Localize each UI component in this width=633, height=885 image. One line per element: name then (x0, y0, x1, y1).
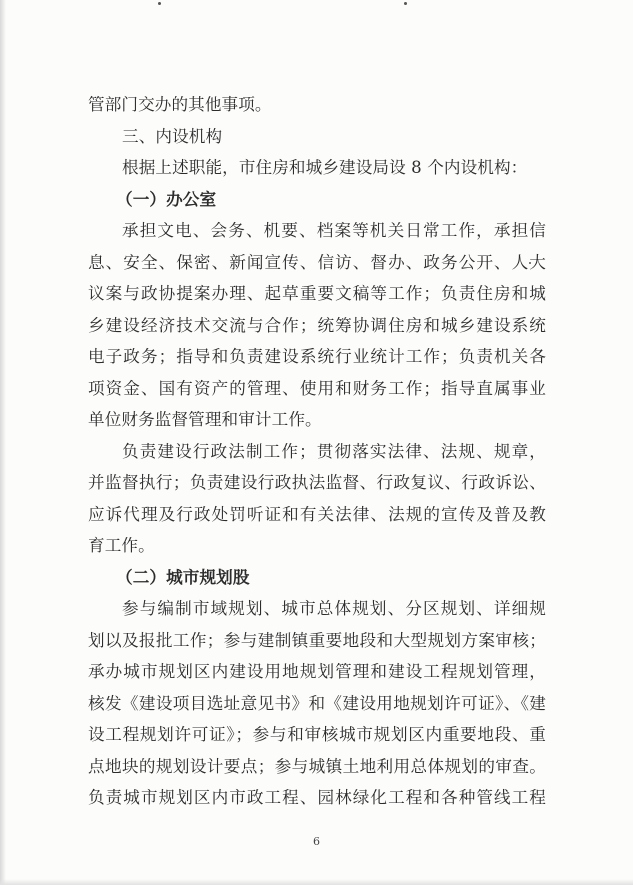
text-line: 应诉代理及行政处罚听证和有关法律、法规的宣传及普及教 (88, 504, 546, 524)
text-line: 乡建设经济技术交流与合作；统筹协调住房和城乡建设系统 (88, 315, 546, 335)
document-body (88, 89, 546, 814)
text-line: 单位财务监督管理和审计工作。 (88, 410, 322, 429)
text-line: 承办城市规划区内建设用地规划管理和建设工程规划管理， (88, 662, 546, 681)
text-line: 议案与政协提案办理、起草重要文稿等工作；负责住房和城 (88, 284, 546, 303)
text-line: 点地块的规划设计要点；参与城镇土地利用总体规划的审查。 (88, 756, 546, 776)
scan-bottom-shadow (0, 879, 633, 885)
text-line: 根据上述职能，市住房和城乡建设局设 8 个内设机构： (122, 158, 528, 177)
text-line: 负责建设行政法制工作；贯彻落实法律、法规、规章， (122, 441, 546, 461)
scan-edge-shadow (0, 0, 6, 885)
text-line: 负责城市规划区内市政工程、园林绿化工程和各种管线工程 (88, 788, 546, 807)
scan-speck (404, 2, 407, 5)
text-line: 设工程规划许可证》；参与和审核城市规划区内重要地段、重 (88, 725, 546, 744)
section-heading: 三、内设机构 (122, 126, 223, 146)
page-number: 6 (313, 835, 320, 848)
scan-speck (158, 2, 161, 5)
text-line: 承担文电、会务、机要、档案等机关日常工作，承担信 (122, 221, 546, 240)
text-line: 参与编制市域规划、城市总体规划、分区规划、详细规 (122, 599, 546, 618)
text-line: 电子政务；指导和负责建设系统行业统计工作；负责机关各 (88, 347, 546, 366)
text-line: 管部门交办的其他事项。 (88, 95, 272, 114)
subsection-heading: （二）城市规划股 (116, 566, 250, 587)
text-line: 育工作。 (88, 536, 155, 555)
text-line: 核发《建设项目选址意见书》和《建设用地规划许可证》、《建 (88, 693, 546, 713)
subsection-heading: （一）办公室 (116, 188, 217, 209)
text-line: 划以及报批工作；参与建制镇重要地段和大型规划方案审核； (88, 630, 546, 650)
text-line: 并监督执行；负责建设行政执法监督、行政复议、行政诉讼、 (88, 473, 546, 492)
text-line: 项资金、国有资产的管理、使用和财务工作；指导直属事业 (88, 378, 546, 398)
text-line: 息、安全、保密、新闻宣传、信访、督办、政务公开、人大 (88, 252, 546, 272)
